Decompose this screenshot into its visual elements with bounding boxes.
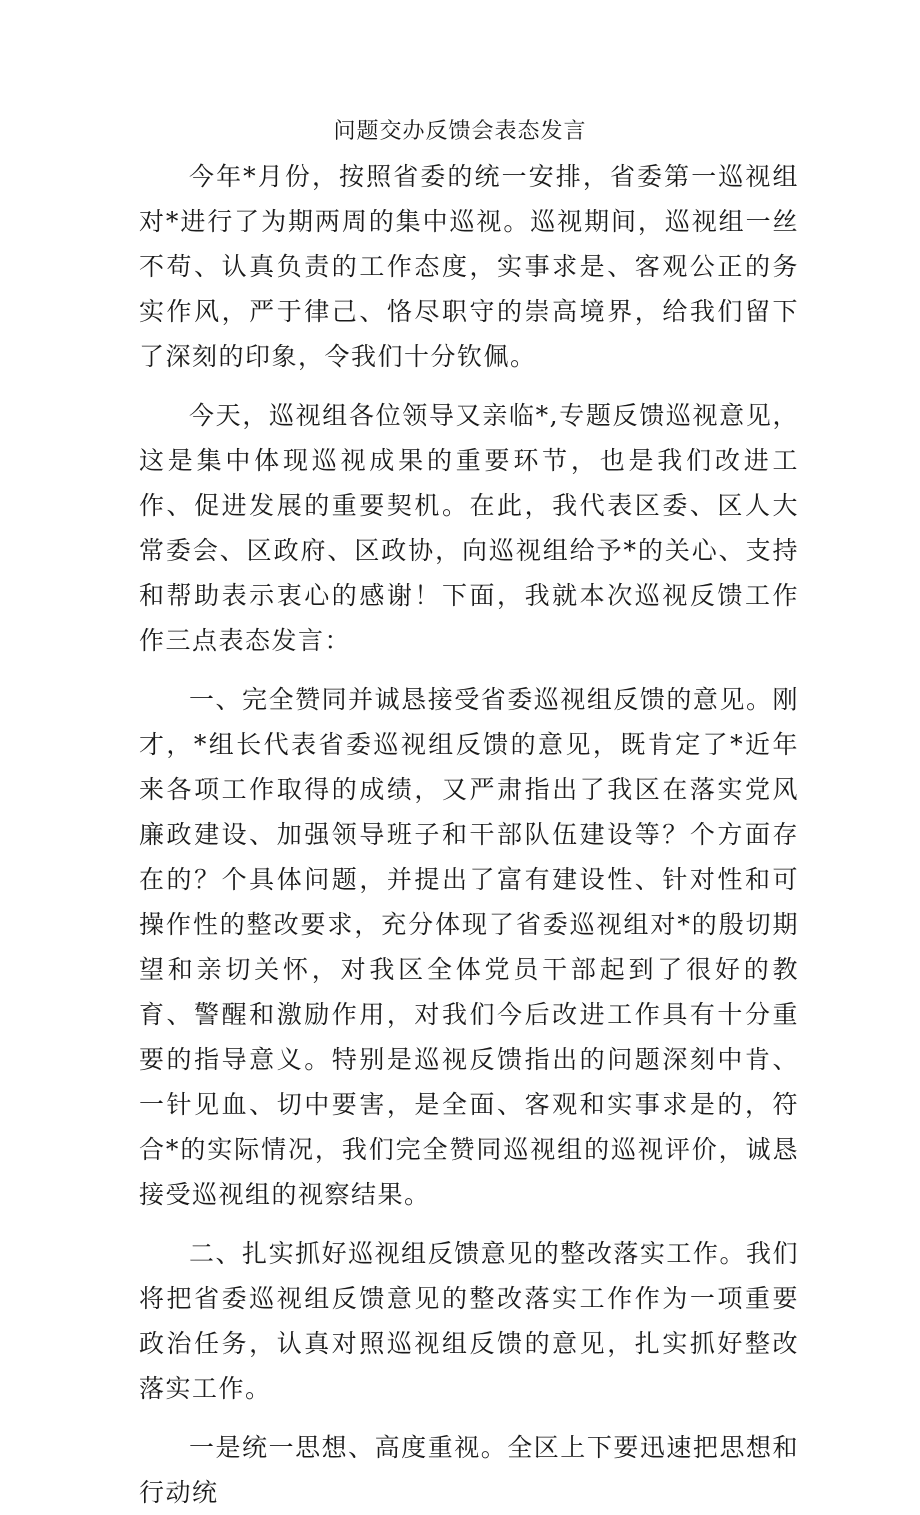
paragraph-opening: 今年*月份，按照省委的统一安排，省委第一巡视组对*进行了为期两周的集中巡视。巡视期间，巡视组一丝不苟、认真负责的工作态度，实事求是、客观公正的务实作风，严于律己、恪尽职守的崇高境界，给我们留下了深刻的印象，令我们十分钦佩。 (139, 162, 799, 371)
document-title: 问题交办反馈会表态发言 (333, 119, 587, 144)
paragraph-point-two: 二、扎实抓好巡视组反馈意见的整改落实工作。我们将把省委巡视组反馈意见的整改落实工作作为一项重要政治任务，认真对照巡视组反馈的意见，扎实抓好整改落实工作。 (139, 1239, 799, 1403)
paragraph-today: 今天，巡视组各位领导又亲临*,专题反馈巡视意见，这是集中体现巡视成果的重要环节，也是我们改进工作、促进发展的重要契机。在此，我代表区委、区人大常委会、区政府、区政协，向巡视组给予*的关心、支持和帮助表示衷心的感谢！下面，我就本次巡视反馈工作作三点表态发言： (139, 401, 799, 655)
document-body (139, 154, 799, 1515)
paragraph-point-one: 一、完全赞同并诚恳接受省委巡视组反馈的意见。刚才，*组长代表省委巡视组反馈的意见，既肯定了*近年来各项工作取得的成绩，又严肃指出了我区在落实党风廉政建设、加强领导班子和干部队伍建设等？个方面存在的？个具体问题，并提出了富有建设性、针对性和可操作性的整改要求，充分体现了省委巡视组对*的殷切期望和亲切关怀，对我区全体党员干部起到了很好的教育、警醒和激励作用，对我们今后改进工作具有十分重要的指导意义。特别是巡视反馈指出的问题深刻中肯、一针见血、切中要害，是全面、客观和实事求是的，符合*的实际情况，我们完全赞同巡视组的巡视评价，诚恳接受巡视组的视察结果。 (139, 685, 799, 1209)
paragraph-sub-point-one: 一是统一思想、高度重视。全区上下要迅速把思想和行动统 (139, 1433, 799, 1507)
